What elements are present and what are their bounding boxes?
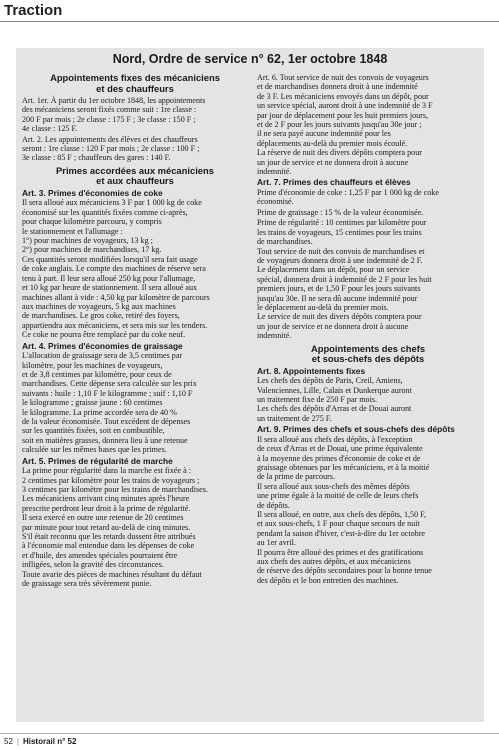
- text-line: de dépôts.: [257, 500, 290, 510]
- text-line: Tout service de nuit des convois de marchandises et: [257, 246, 425, 256]
- text-line: Ce coke ne pourra être remplacé par du coke neuf.: [22, 330, 186, 340]
- text-line: pendant la saison d'hiver, c'est-à-dire du 1er octobre: [257, 528, 426, 538]
- text-line: il ne sera payé aucune indemnité pour les: [257, 129, 391, 139]
- text-line: le kilogramme. La prime accordée sera de 40 %: [22, 407, 177, 417]
- text-line: de la prime de parcours.: [257, 472, 335, 482]
- text-line: un jour de service et ne donnera droit à aucune: [257, 157, 409, 167]
- left-column: [22, 70, 248, 589]
- text-line: à la moyenne des primes d'économie de coke et de: [257, 453, 421, 463]
- paragraph: [257, 376, 479, 423]
- paragraph: [22, 135, 248, 163]
- text-line: Prime de graissage : 15 % de la valeur économisée.: [257, 207, 424, 217]
- text-line: un traitement fixe de 250 F par mois.: [257, 394, 378, 404]
- text-line: La prime pour régularité dans la marche est fixée à :: [22, 466, 191, 476]
- text-line: premiers jours, et de 1,50 F pour les jours suivants: [257, 284, 421, 294]
- text-line: à l'économie mal entendue dans les dépenses de coke: [22, 541, 195, 551]
- right-column: [257, 73, 479, 586]
- text-line: de ceux d'Arras et de Douai, une prime équivalente: [257, 444, 423, 454]
- text-line: de la valeur économisée. Tout excédent de dépenses: [22, 416, 191, 426]
- paragraph: [257, 73, 479, 176]
- text-line: calculée sur les mêmes bases que les primes.: [22, 445, 167, 455]
- article-heading: Art. 5. Primes de régularité de marche: [22, 455, 173, 466]
- text-line: et 10 kg par heure de stationnement. Il sera alloué aux: [22, 283, 198, 293]
- text-line: Il sera exercé en outre une retenue de 20 centimes: [22, 513, 184, 523]
- text-line: et d'huile, des amendes spéciales pourraient être: [22, 550, 178, 560]
- text-line: et de marchandises donnera droit à une indemnité: [257, 82, 418, 92]
- text-line: Il sera alloué aux sous-chefs des mêmes dépôts: [257, 481, 410, 491]
- text-line: jusqu'au 30e. Il ne sera dû aucune indemnité pour: [257, 293, 418, 303]
- text-line: kilomètre, pour les machines de voyageurs,: [22, 360, 163, 370]
- text-line: indemnité.: [257, 331, 292, 341]
- text-line: Valenciennes, Lille, Calais et Dunkerque auront: [257, 385, 412, 395]
- section-heading: [22, 166, 248, 187]
- article-heading: Art. 9. Primes des chefs et sous-chefs des dépôts: [257, 424, 455, 435]
- text-line: le kilogramme ; graisse jaune : 60 centimes: [22, 398, 163, 408]
- text-line: Le déplacement dans un dépôt, pour un service: [257, 265, 410, 275]
- text-line: aux chefs des autres dépôts, et aux mécaniciens: [257, 557, 411, 567]
- text-line: Ces quantités seront modifiées lorsqu'il sera fait usage: [22, 254, 198, 264]
- text-line: de voyageurs donnera droit à une indemnité de 2 F.: [257, 255, 423, 265]
- text-line: infligées, selon la gravité des circonstances.: [22, 560, 164, 570]
- text-line: L'allocation de graissage sera de 3,5 centimes par: [22, 351, 183, 361]
- text-line: les trains de voyageurs, 15 centimes pour les trains: [257, 227, 422, 237]
- paragraph: [22, 198, 248, 339]
- text-line: de marchandises. Le gros coke, retiré des foyers,: [22, 311, 180, 321]
- text-line: indemnité.: [257, 167, 292, 177]
- text-line: seront : 1re classe : 120 F par mois ; 2e classe : 100 F ;: [22, 144, 200, 154]
- heading-line: et des chauffeurs: [96, 82, 174, 94]
- text-line: par minute pour tout retard au-delà de cinq minutes.: [22, 522, 191, 532]
- text-line: de 3 F. Les mécaniciens envoyés dans un dépôt, pour: [257, 91, 429, 101]
- text-line: marchandises. Cette dépense sera calculée sur les prix: [22, 379, 197, 389]
- text-line: de marchandises.: [257, 237, 313, 247]
- heading-line: et aux chauffeurs: [96, 175, 174, 187]
- article-heading: Art. 7. Primes des chauffeurs et élèves: [257, 177, 411, 188]
- text-line: un service spécial, auront droit à une indemnité de 3 F: [257, 101, 433, 111]
- text-line: appartiendra aux mécaniciens, et sera mis sur les tenders.: [22, 320, 208, 330]
- text-line: des mécaniciens seront fixés comme suit : 1re classe :: [22, 105, 197, 115]
- text-line: le déplacement au-delà du premier mois.: [257, 302, 389, 312]
- text-line: et aux sous-chefs, 1 F pour chaque secours de nuit: [257, 519, 420, 529]
- text-line: économisé sur les quantités fixées comme ci-après,: [22, 207, 188, 217]
- text-line: 1°) pour machines de voyageurs, 13 kg ;: [22, 236, 153, 246]
- paragraph: [257, 208, 479, 217]
- header-divider: [0, 21, 499, 22]
- text-line: Prime d'économie de coke : 1,25 F par 1 000 kg de coke: [257, 188, 439, 198]
- text-line: et de 3,8 centimes par kilomètre, pour ceux de: [22, 369, 172, 379]
- text-line: Prime de régularité : 10 centimes par kilomètre pour: [257, 218, 427, 228]
- text-line: de coke anglais. Le compte des machines de réserve sera: [22, 264, 206, 274]
- paragraph: [22, 466, 248, 588]
- text-line: 4e classe : 125 F.: [22, 124, 78, 134]
- text-line: de réserve des dépôts secondaires pour la bonne tenue: [257, 566, 432, 576]
- text-line: 2°) pour machines de marchandises, 17 kg.: [22, 245, 162, 255]
- text-line: de graissage sera très sévèrement punie.: [22, 579, 152, 589]
- text-line: Il sera alloué aux chefs des dépôts, à l'exception: [257, 434, 413, 444]
- text-line: Les chefs des dépôts d'Arras et de Douai auront: [257, 404, 412, 414]
- text-line: Il sera alloué aux mécaniciens 3 F par 1 000 kg de coke: [22, 198, 202, 208]
- section-title: Traction: [4, 2, 63, 19]
- page-number: 52: [4, 737, 13, 746]
- text-line: soit en matières grasses, donnera lieu à une retenue: [22, 435, 188, 445]
- text-line: La réserve de nuit des divers dépôts comptera pour: [257, 148, 422, 158]
- text-line: Les mécaniciens arrivant cinq minutes après l'heure: [22, 494, 190, 504]
- heading-line: Primes accordées aux mécaniciens: [56, 164, 214, 176]
- heading-line: Appointements des chefs: [310, 342, 426, 354]
- text-line: 3e classe : 85 F ; chauffeurs des gares : 140 F.: [22, 153, 171, 163]
- running-header: [0, 0, 499, 22]
- text-line: le stationnement et l'allumage :: [22, 226, 123, 236]
- text-line: aux machines de voyageurs, 5 kg aux machines: [22, 301, 176, 311]
- article-title: Nord, Ordre de service n° 62, 1er octobre 1848: [112, 52, 388, 66]
- footer-separator: |: [16, 737, 19, 746]
- text-line: sur les quantités fixées, soit en combustible,: [22, 426, 165, 436]
- text-line: une prime égale à la moitié de celle de leurs chefs: [257, 491, 419, 501]
- paragraph: [257, 188, 479, 207]
- heading-line: et sous-chefs des dépôts: [311, 353, 425, 365]
- paragraph: [257, 435, 479, 586]
- text-line: graissage obtenues par les mécaniciens, et à la moitié: [257, 463, 430, 472]
- issue-label: Historail n° 52: [22, 737, 77, 746]
- text-line: Toute avarie des pièces de machines résultant du défaut: [22, 569, 202, 579]
- text-line: Art. 2. Les appointements des élèves et des chauffeurs: [22, 134, 198, 144]
- text-line: Art. 6. Tout service de nuit des convois de voyageurs: [257, 73, 429, 82]
- heading-line: Appointements fixes des mécaniciens: [50, 72, 220, 83]
- text-line: suivants : huile : 1,10 F le kilogramme ; suif : 1,10 F: [22, 388, 193, 398]
- text-line: et de 2 F pour les jours suivants jusqu'au 30e jour ;: [257, 120, 422, 130]
- paragraph: [22, 351, 248, 454]
- text-line: un jour de service et ne donnera droit à aucune: [257, 321, 409, 331]
- text-line: par jour de déplacement pour les huit premiers jours,: [257, 110, 429, 120]
- article-heading: Art. 8. Appointements fixes: [257, 365, 366, 376]
- text-line: spécial, donnera droit à indemnité de 2 F pour les huit: [257, 274, 432, 284]
- text-line: 3 centimes par kilomètre pour les trains de marchandises.: [22, 485, 208, 494]
- text-line: pour chaque kilomètre parcouru, y compris: [22, 217, 162, 227]
- article-heading: Art. 4. Primes d'économies de graissage: [22, 340, 183, 351]
- text-line: des dépôts et le bon entretien des machines.: [257, 575, 399, 585]
- text-line: 2 centimes par kilomètre pour les trains de voyageurs ;: [22, 475, 200, 485]
- text-line: S'il était reconnu que les retards dussent être attribués: [22, 532, 196, 542]
- text-line: 200 F par mois ; 2e classe : 175 F ; 3e classe : 150 F ;: [22, 114, 196, 124]
- text-line: un traitement de 275 F.: [257, 413, 332, 423]
- section-heading: [257, 344, 479, 365]
- text-line: Il sera alloué, en outre, aux chefs des dépôts, 1,50 F,: [257, 510, 427, 520]
- page-footer: [4, 737, 76, 746]
- paragraph: [257, 218, 479, 340]
- text-line: Art. 1er. À partir du 1er octobre 1848, les appointements: [22, 96, 206, 105]
- text-line: Il pourra être alloué des primes et des gratifications: [257, 547, 424, 557]
- footer-divider: [0, 733, 499, 734]
- paragraph: [22, 96, 248, 134]
- text-line: au 1er avril.: [257, 538, 296, 548]
- section-heading: [22, 73, 248, 94]
- text-line: machines allant à vide : 4,50 kg par kilomètre de parcours: [22, 292, 210, 302]
- text-line: Le service de nuit des divers dépôts comptera pour: [257, 312, 422, 322]
- text-line: déplacements au-delà du premier mois écoulé.: [257, 138, 408, 148]
- text-line: Les chefs des dépôts de Paris, Creil, Amiens,: [257, 376, 403, 386]
- text-line: prescrite perdront leur droit à la prime de régularité.: [22, 503, 191, 513]
- text-line: économisé.: [257, 197, 294, 207]
- text-line: tenu à part. Il leur sera alloué 250 kg pour l'allumage,: [22, 273, 196, 283]
- article-heading: Art. 3. Primes d'économies de coke: [22, 187, 163, 198]
